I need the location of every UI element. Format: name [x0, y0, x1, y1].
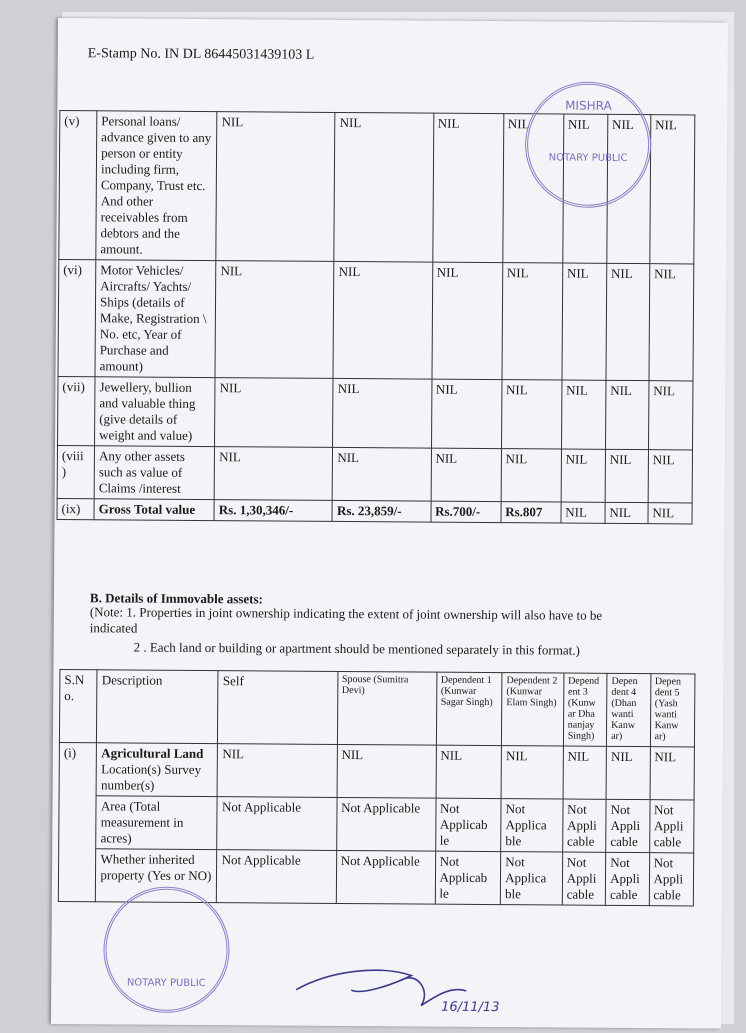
table-cell: (viii ) — [57, 446, 94, 499]
column-header: Depen dent 5 (Yash wanti Kanw ar) — [650, 674, 695, 747]
table-cell: Not Applica ble — [501, 799, 563, 852]
seal-top-name: MISHRA — [565, 98, 612, 113]
cell-text: Location(s) Survey number(s) — [100, 761, 202, 793]
table-cell: NIL — [648, 450, 692, 503]
document-page — [51, 18, 728, 1029]
table-cell: NIL — [501, 746, 563, 799]
table-cell: NIL — [650, 115, 695, 264]
table-cell: NIL — [431, 448, 501, 501]
table-cell: NIL — [432, 262, 503, 379]
table-cell: Not Applica ble — [500, 852, 562, 905]
table-cell: NIL — [563, 746, 607, 799]
table-cell: NIL — [561, 380, 606, 449]
cell-bold-text: Agricultural Land — [101, 745, 204, 762]
table-cell: Not Applicable — [217, 850, 336, 904]
table-cell: NIL — [432, 113, 503, 262]
table-cell — [96, 743, 218, 797]
column-header: Dependent 2 (Kunwar Elam Singh) — [502, 673, 564, 746]
table-cell: (vii) — [58, 377, 96, 446]
table-cell: NIL — [606, 746, 650, 799]
table-cell: NIL — [562, 263, 607, 380]
table-cell: Whether inherited property (Yes or NO) — [96, 849, 218, 903]
table-cell: NIL — [649, 264, 694, 381]
table-cell: (vi) — [58, 260, 96, 377]
table-row — [58, 260, 694, 381]
table-cell: Area (Total measurement in acres) — [96, 796, 218, 850]
table-cell: Any other assets such as value of Claims /interest — [94, 446, 215, 500]
column-header: Depend ent 3 (Kunw ar Dha nanjay Singh) — [563, 673, 607, 746]
column-header: Description — [97, 670, 219, 744]
table-cell: Jewellery, bullion and valuable thing (give details of weight and value) — [95, 377, 216, 447]
signature — [291, 950, 512, 1032]
table-cell: NIL — [218, 744, 337, 798]
table-cell: NIL — [605, 502, 648, 523]
table-cell: NIL — [333, 447, 432, 501]
table-cell: Not Appli cable — [562, 852, 606, 905]
table-cell: Gross Total value — [94, 499, 214, 521]
table-cell: Rs.807 — [501, 502, 561, 523]
table-cell: Not Appli cable — [562, 799, 606, 852]
table-cell: Not Appli cable — [649, 800, 694, 853]
table-cell: Rs.700/- — [431, 501, 501, 522]
table-cell: NIL — [606, 263, 650, 380]
table-cell: NIL — [561, 502, 605, 523]
seal-bottom-title: NOTARY PUBLIC — [126, 977, 206, 990]
table-row — [58, 377, 693, 450]
table-cell: NIL — [216, 112, 335, 262]
table-cell: Not Applicable — [336, 797, 435, 851]
section-b-note-1: (Note: 1. Properties in joint ownership indicating the extent of joint ownership will also have to be indicated — [89, 604, 603, 636]
table-cell: Not Applicab le — [435, 851, 501, 904]
table-cell: NIL — [215, 378, 334, 448]
table-cell: NIL — [431, 379, 502, 448]
table-cell: Not Applicab le — [435, 798, 501, 851]
table-cell: NIL — [607, 114, 651, 263]
section-b-heading: B. Details of Immovable assets: — [89, 590, 263, 607]
table-cell: NIL — [334, 112, 433, 262]
table-cell: Rs. 1,30,346/- — [214, 500, 332, 522]
column-header: Self — [218, 671, 338, 745]
table-header-row — [59, 670, 694, 747]
table-cell: (v) — [59, 111, 97, 260]
section-b-note-2: 2 . Each land or building or apartment should be mentioned separately in this format.) — [133, 639, 580, 658]
notary-seal-top — [525, 81, 652, 208]
table-cell: Not Applicable — [217, 797, 336, 851]
column-header: Depen dent 4 (Dhan wanti Kanw ar) — [607, 673, 651, 746]
column-header: Spouse (Sumitra Devi) — [337, 671, 436, 745]
table-cell: NIL — [215, 261, 334, 379]
table-cell: NIL — [502, 114, 563, 263]
column-header: Dependent 1 (Kunwar Sagar Singh) — [436, 672, 502, 745]
table-cell: NIL — [648, 381, 693, 450]
table-cell: NIL — [436, 745, 502, 798]
table-cell: Not Applicable — [336, 850, 435, 904]
table-cell: Rs. 23,859/- — [332, 500, 430, 522]
table-row — [57, 499, 692, 524]
immovable-assets-table — [58, 669, 696, 906]
table-cell: NIL — [501, 380, 562, 449]
table-cell: NIL — [337, 744, 436, 798]
table-cell: NIL — [563, 114, 608, 263]
table-cell: NIL — [605, 380, 649, 449]
table-row — [57, 446, 692, 503]
notary-seal-bottom — [103, 886, 230, 1013]
estamp-number: E-Stamp No. IN DL 86445031439103 L — [87, 46, 315, 63]
table-row — [59, 743, 694, 800]
table-cell: NIL — [605, 449, 648, 502]
signature-date: 16/11/13 — [441, 999, 500, 1016]
column-header: S.N o. — [59, 670, 97, 743]
table-cell: (i) — [58, 743, 96, 902]
table-cell: Motor Vehicles/ Aircrafts/ Yachts/ Ships (details of Make, Registration \ No. etc, Year of Purchase and amount) — [95, 260, 216, 378]
table-cell: Personal loans/ advance given to any person or entity including firm, Company, Trust etc. And other receivables from debtors and the amount. — [96, 111, 217, 261]
table-cell: NIL — [650, 747, 695, 800]
table-cell: NIL — [561, 449, 605, 502]
table-cell: NIL — [333, 378, 432, 448]
table-cell: NIL — [214, 447, 333, 501]
seal-top-title: NOTARY PUBLIC — [548, 152, 628, 164]
table-cell: Not Appli cable — [606, 799, 650, 852]
table-cell: NIL — [648, 503, 692, 524]
table-cell: NIL — [333, 261, 432, 379]
table-row — [59, 796, 694, 853]
table-cell: (ix) — [57, 499, 94, 520]
table-cell: Not Appli cable — [649, 853, 694, 906]
table-cell: NIL — [501, 449, 561, 502]
table-cell: Not Appli cable — [605, 852, 649, 905]
table-cell: NIL — [502, 263, 563, 380]
